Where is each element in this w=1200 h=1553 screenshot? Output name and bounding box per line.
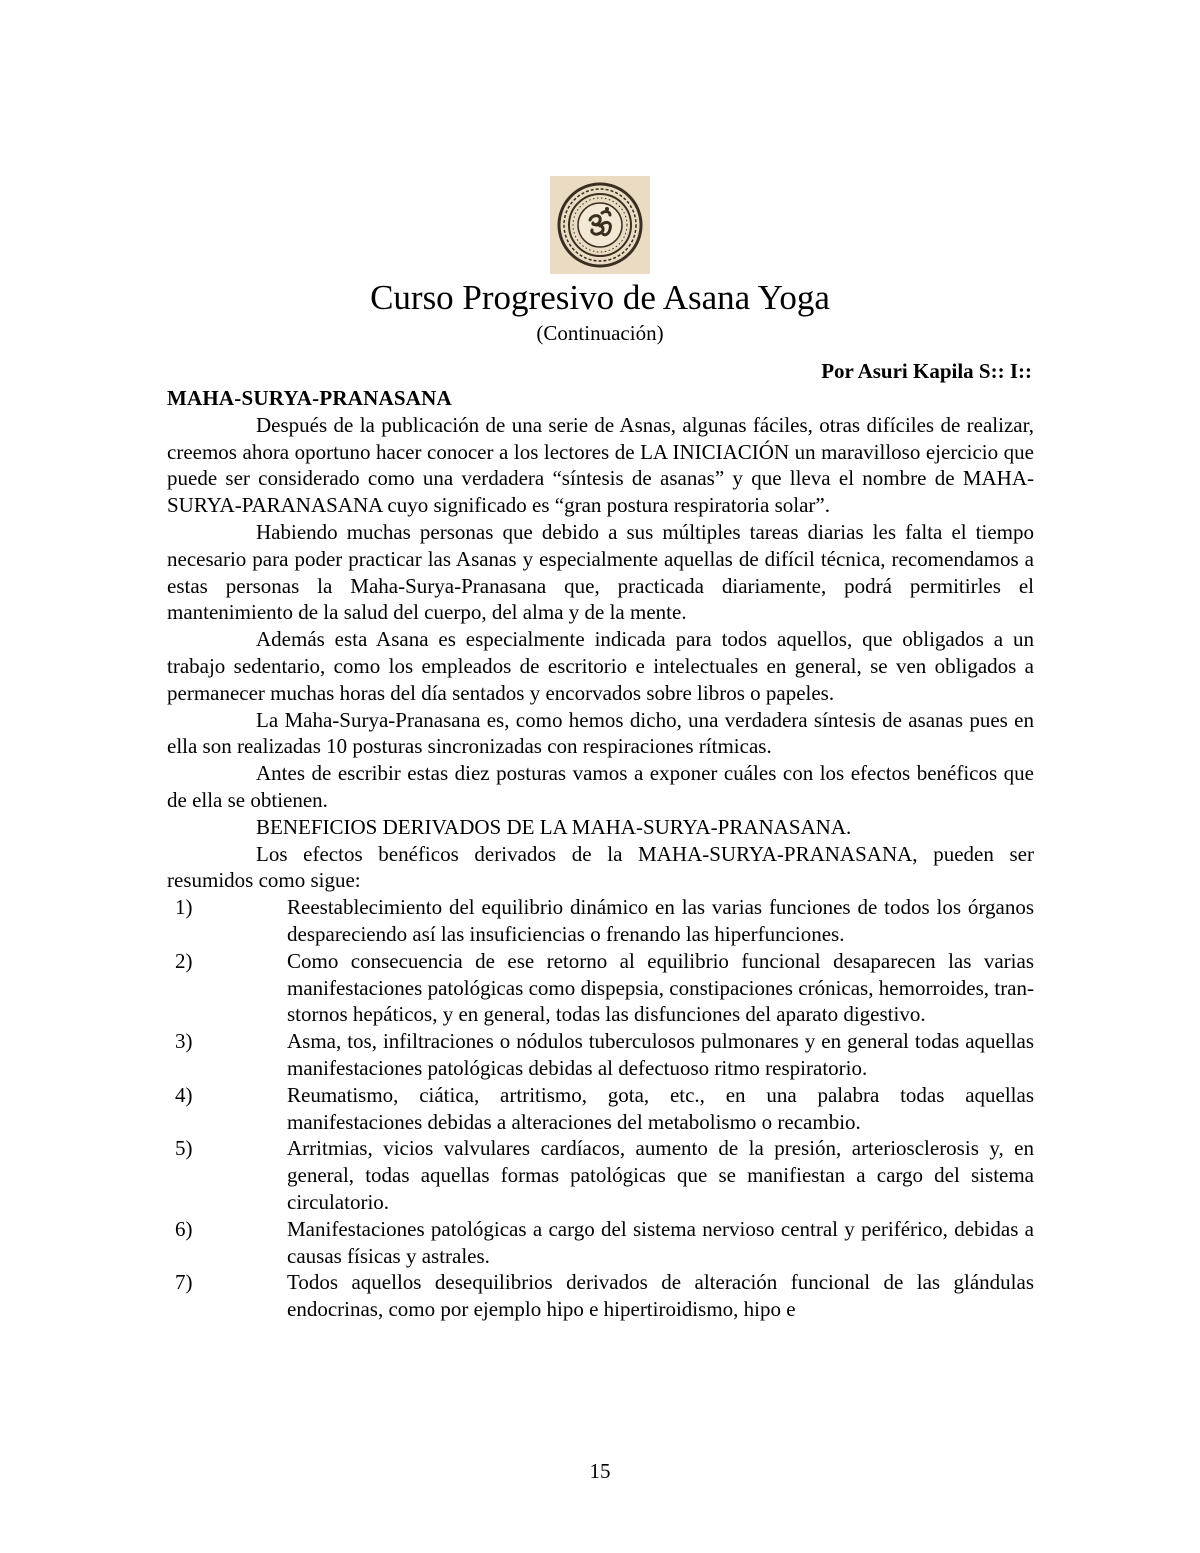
page-number: 15 — [589, 1459, 611, 1483]
paragraph: Después de la publicación de una serie de Asnas, algunas fáciles, otras difíciles de realizar, creemos ahora oportuno hacer conocer a los lectores de LA INICIACIÓN un maravilloso ejercicio que puede ser considerado como una verdadera “síntesis de asanas” y que lleva el nombre de MAHA-SURYA-PARANASANA cuyo significado es “gran postura respiratoria solar”. — [167, 412, 1034, 518]
document-title: Curso Progresivo de Asana Yoga — [370, 278, 830, 317]
list-item — [167, 1269, 1034, 1323]
list-item-number: 4) — [175, 1082, 193, 1107]
list-item — [167, 894, 1034, 948]
list-item-text: Manifestaciones patológicas a cargo del sistema nervioso central y periférico, debidas a causas físicas y astrales. — [287, 1216, 1034, 1268]
list-item-text: Asma, tos, infiltraciones o nódulos tuberculosos pulmonares y en general todas aquellas manifestaciones patológicas debidas al defectuoso ritmo respiratorio. — [287, 1029, 1034, 1080]
paragraph: Los efectos benéficos derivados de la MAHA-SURYA-PRANASANA, pueden ser resumidos como sigue: — [167, 841, 1034, 893]
paragraph: Además esta Asana es especialmente indicada para todos aquellos, que obligados a un trabajo sedentario, como los empleados de escritorio e intelectuales en general, se ven obligados a permanecer muchas horas del día sentados y encorvados sobre libros o papeles. — [167, 627, 1034, 705]
list-item — [167, 1082, 1034, 1136]
list-item — [167, 1135, 1034, 1215]
list-item-number: 5) — [175, 1136, 193, 1161]
article-body — [167, 385, 1034, 1323]
list-item — [167, 1216, 1034, 1270]
author-byline: Por Asuri Kapila S:: I:: — [821, 359, 1032, 383]
benefits-list — [167, 894, 1034, 1323]
list-item-text: Reumatismo, ciática, artritismo, gota, etc., en una palabra todas aquellas manifestaciones debidas a alteraciones del metabolismo o recambio. — [287, 1082, 1034, 1134]
list-item-text: Reestablecimiento del equilibrio dinámico en las varias funciones de todos los órganos despareciendo así las insuficiencias o frenando las hiperfunciones. — [287, 895, 1034, 946]
paragraph: Habiendo muchas personas que debido a sus múltiples tareas diarias les falta el tiempo necesario para poder practicar las Asanas y especialmente aquellas de difícil técnica, recomendamos a estas personas la Maha-Surya-Pranasana que, practicada diariamente, podrá permitirles el mantenimiento de la salud del cuerpo, del alma y de la mente. — [167, 519, 1034, 625]
paragraph: Antes de escribir estas diez posturas vamos a exponer cuáles con los efectos benéficos que de ella se obtienen. — [167, 761, 1034, 812]
list-item-number: 1) — [175, 895, 193, 920]
list-item-number: 6) — [175, 1216, 193, 1241]
list-item-number: 3) — [175, 1029, 193, 1054]
section-heading: MAHA-SURYA-PRANASANA — [167, 386, 452, 410]
document-subtitle: (Continuación) — [536, 321, 664, 345]
paragraph: La Maha-Surya-Pranasana es, como hemos dicho, una verdadera síntesis de asanas pues en ella son realizadas 10 posturas sincronizadas con respiraciones rítmicas. — [167, 707, 1034, 759]
om-mandala-icon — [550, 176, 650, 274]
list-item-text: Todos aquellos desequilibrios derivados de alteración funcional de las glándulas endocrinas, como por ejemplo hipo e hipertiroidismo, hipo e — [287, 1270, 1034, 1322]
list-item — [167, 1028, 1034, 1082]
list-item — [167, 948, 1034, 1028]
list-item-text: Como consecuencia de ese retorno al equilibrio funcional desaparecen las varias manifestaciones patológicas como dispepsia, constipaciones crónicas, hemorroides, tran-stornos hepáticos, y en general, todas las disfunciones del aparato digestivo. — [287, 948, 1034, 1027]
list-item-number: 7) — [175, 1270, 193, 1295]
benefits-heading: BENEFICIOS DERIVADOS DE LA MAHA-SURYA-PRANASANA. — [256, 814, 852, 839]
list-item-text: Arritmias, vicios valvulares cardíacos, aumento de la presión, arteriosclerosis y, en general, todas aquellas formas patológicas que se manifiestan a cargo del sistema circulatorio. — [287, 1136, 1034, 1214]
om-emblem-graphic — [550, 176, 650, 274]
list-item-number: 2) — [175, 948, 193, 973]
